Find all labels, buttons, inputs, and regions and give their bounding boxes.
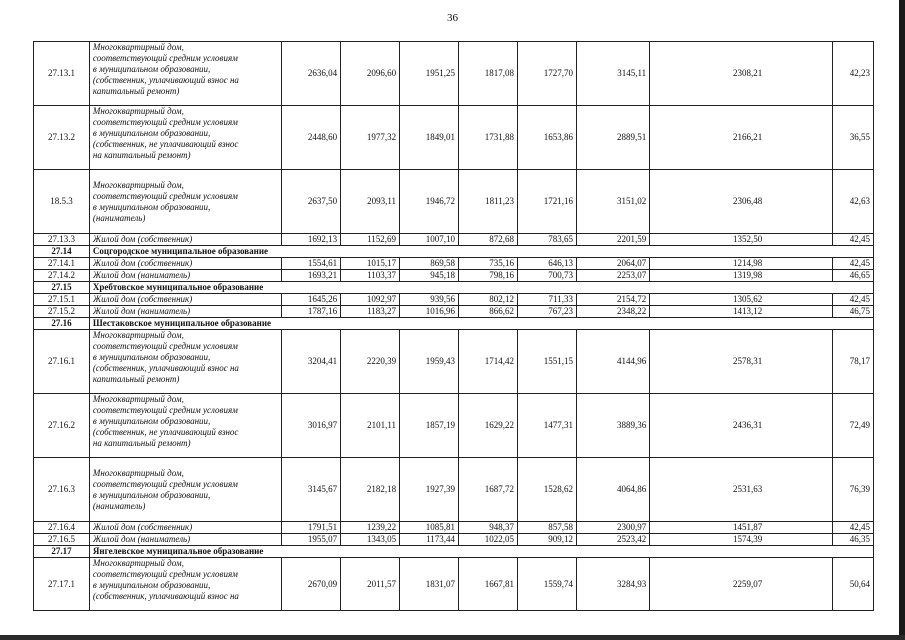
value-cell: 1959,43 <box>400 330 459 394</box>
table-row <box>34 170 874 234</box>
row-code: 27.16.1 <box>34 330 90 394</box>
description-line: соответствующий средним условиям <box>92 190 238 201</box>
value-cell: 2011,57 <box>341 558 400 611</box>
value-cell: 857,58 <box>518 522 577 534</box>
value-cell: 1692,13 <box>282 234 341 246</box>
value-cell: 1687,72 <box>459 458 518 522</box>
value-cell: 2253,07 <box>576 270 649 282</box>
value-cell: 1946,72 <box>400 170 459 234</box>
scan-edge-bottom <box>0 635 905 640</box>
value-cell: 1214,98 <box>650 258 833 270</box>
description-line: Жилой дом (наниматель) <box>92 306 191 316</box>
value-cell: 2300,97 <box>576 522 649 534</box>
value-cell: 76,39 <box>833 458 874 522</box>
section-row <box>34 282 874 294</box>
value-cell: 4144,96 <box>576 330 649 394</box>
value-cell: 3016,97 <box>282 394 341 458</box>
value-cell: 46,35 <box>833 534 874 546</box>
value-cell: 1239,22 <box>341 522 400 534</box>
description-line: в муниципальном образовании, <box>92 580 211 590</box>
value-cell: 1645,26 <box>282 294 341 306</box>
row-code: 27.16.3 <box>34 458 90 522</box>
description-line: Многоквартирный дом, <box>92 42 184 52</box>
row-code: 27.13.1 <box>34 42 90 106</box>
value-cell: 1727,70 <box>518 42 577 106</box>
scan-edge-right <box>899 0 905 640</box>
value-cell: 2220,39 <box>341 330 400 394</box>
value-cell: 1574,39 <box>650 534 833 546</box>
value-cell: 711,33 <box>518 294 577 306</box>
description-line: Жилой дом (наниматель) <box>92 534 191 544</box>
value-cell: 798,16 <box>459 270 518 282</box>
value-cell: 2306,48 <box>650 170 833 234</box>
value-cell: 2259,07 <box>650 558 833 611</box>
row-description <box>89 458 281 522</box>
description-line: (собственник, уплачивающий взнос на <box>92 591 239 601</box>
value-cell: 1451,87 <box>650 522 833 534</box>
description-line: (собственник, не уплачивающий взнос <box>92 139 239 149</box>
row-code: 27.16.5 <box>34 534 90 546</box>
value-cell: 42,23 <box>833 42 874 106</box>
row-code: 27.16 <box>34 318 90 330</box>
description-line: соответствующий средним условиям <box>92 117 238 127</box>
value-cell: 1714,42 <box>459 330 518 394</box>
value-cell: 1927,39 <box>400 458 459 522</box>
description-line: в муниципальном образовании, <box>92 64 211 74</box>
value-cell: 3204,41 <box>282 330 341 394</box>
value-cell: 1092,97 <box>341 294 400 306</box>
value-cell: 1085,81 <box>400 522 459 534</box>
description-line: Многоквартирный дом, <box>92 330 184 340</box>
value-cell: 3145,11 <box>576 42 649 106</box>
value-cell: 2166,21 <box>650 106 833 170</box>
value-cell: 3145,67 <box>282 458 341 522</box>
value-cell: 50,64 <box>833 558 874 611</box>
row-description <box>89 294 281 306</box>
description-line: капитальный ремонт) <box>92 86 180 96</box>
description-line: (собственник, уплачивающий взнос на <box>92 75 239 85</box>
section-title: Соцгородское муниципальное образование <box>89 246 873 258</box>
description-line: соответствующий средним условиям <box>92 405 238 415</box>
description-line: Многоквартирный дом, <box>92 467 184 478</box>
table-row <box>34 558 874 611</box>
table-row <box>34 306 874 318</box>
value-cell: 2201,59 <box>576 234 649 246</box>
description-line: в муниципальном образовании, <box>92 489 211 500</box>
value-cell: 4064,86 <box>576 458 649 522</box>
value-cell: 2448,60 <box>282 106 341 170</box>
value-cell: 1103,37 <box>341 270 400 282</box>
description-line: Жилой дом (наниматель) <box>92 270 191 280</box>
value-cell: 1629,22 <box>459 394 518 458</box>
table-row <box>34 294 874 306</box>
section-row <box>34 246 874 258</box>
value-cell: 1849,01 <box>400 106 459 170</box>
value-cell: 1528,62 <box>518 458 577 522</box>
description-line: капитальный ремонт) <box>92 374 180 384</box>
value-cell: 646,13 <box>518 258 577 270</box>
row-description <box>89 106 281 170</box>
row-description <box>89 534 281 546</box>
description-line: соответствующий средним условиям <box>92 569 238 579</box>
value-cell: 42,45 <box>833 258 874 270</box>
description-line: Многоквартирный дом, <box>92 179 184 190</box>
value-cell: 78,17 <box>833 330 874 394</box>
value-cell: 1022,05 <box>459 534 518 546</box>
value-cell: 36,55 <box>833 106 874 170</box>
value-cell: 1787,16 <box>282 306 341 318</box>
value-cell: 735,16 <box>459 258 518 270</box>
value-cell: 42,45 <box>833 522 874 534</box>
description-line: Многоквартирный дом, <box>92 558 184 568</box>
description-line: соответствующий средним условиям <box>92 53 238 63</box>
value-cell: 945,18 <box>400 270 459 282</box>
description-line: (собственник, уплачивающий взнос на <box>92 363 239 373</box>
value-cell: 2531,63 <box>650 458 833 522</box>
row-code: 27.15 <box>34 282 90 294</box>
description-line: в муниципальном образовании, <box>92 352 211 362</box>
description-line: Жилой дом (собственник) <box>92 258 193 268</box>
value-cell: 2101,11 <box>341 394 400 458</box>
row-code: 27.17 <box>34 546 90 558</box>
row-description <box>89 42 281 106</box>
row-code: 27.17.1 <box>34 558 90 611</box>
description-line: Многоквартирный дом, <box>92 394 184 404</box>
value-cell: 1951,25 <box>400 42 459 106</box>
description-line: (наниматель) <box>92 212 146 223</box>
value-cell: 2308,21 <box>650 42 833 106</box>
value-cell: 1352,50 <box>650 234 833 246</box>
table-row <box>34 330 874 394</box>
value-cell: 783,65 <box>518 234 577 246</box>
description-line: Жилой дом (собственник) <box>92 234 193 244</box>
value-cell: 1791,51 <box>282 522 341 534</box>
row-description <box>89 522 281 534</box>
row-code: 27.14 <box>34 246 90 258</box>
description-line: (собственник, не уплачивающий взнос <box>92 427 239 437</box>
value-cell: 1811,23 <box>459 170 518 234</box>
table-row <box>34 258 874 270</box>
value-cell: 1173,44 <box>400 534 459 546</box>
description-line: Многоквартирный дом, <box>92 106 184 116</box>
description-line: (наниматель) <box>92 500 146 511</box>
value-cell: 1667,81 <box>459 558 518 611</box>
value-cell: 1551,15 <box>518 330 577 394</box>
value-cell: 1857,19 <box>400 394 459 458</box>
row-code: 27.14.1 <box>34 258 90 270</box>
section-row <box>34 318 874 330</box>
description-line: соответствующий средним условиям <box>92 341 238 351</box>
description-line: Жилой дом (собственник) <box>92 522 193 532</box>
table-row <box>34 106 874 170</box>
value-cell: 1016,96 <box>400 306 459 318</box>
value-cell: 1817,08 <box>459 42 518 106</box>
value-cell: 1721,16 <box>518 170 577 234</box>
table-row <box>34 234 874 246</box>
value-cell: 939,56 <box>400 294 459 306</box>
row-description <box>89 258 281 270</box>
value-cell: 2096,60 <box>341 42 400 106</box>
value-cell: 2093,11 <box>341 170 400 234</box>
description-line: соответствующий средним условиям <box>92 478 238 489</box>
value-cell: 1413,12 <box>650 306 833 318</box>
row-code: 27.16.2 <box>34 394 90 458</box>
row-code: 27.13.2 <box>34 106 90 170</box>
value-cell: 1305,62 <box>650 294 833 306</box>
value-cell: 2889,51 <box>576 106 649 170</box>
value-cell: 2637,50 <box>282 170 341 234</box>
value-cell: 2436,31 <box>650 394 833 458</box>
value-cell: 46,75 <box>833 306 874 318</box>
value-cell: 869,58 <box>400 258 459 270</box>
value-cell: 1477,31 <box>518 394 577 458</box>
value-cell: 3151,02 <box>576 170 649 234</box>
table-body <box>34 42 874 611</box>
row-code: 18.5.3 <box>34 170 90 234</box>
value-cell: 42,63 <box>833 170 874 234</box>
row-description <box>89 558 281 611</box>
table-row <box>34 522 874 534</box>
value-cell: 2670,09 <box>282 558 341 611</box>
value-cell: 909,12 <box>518 534 577 546</box>
row-description <box>89 394 281 458</box>
value-cell: 1554,61 <box>282 258 341 270</box>
value-cell: 2636,04 <box>282 42 341 106</box>
section-title: Хребтовское муниципальное образование <box>89 282 873 294</box>
value-cell: 866,62 <box>459 306 518 318</box>
value-cell: 3284,93 <box>576 558 649 611</box>
table-row <box>34 42 874 106</box>
value-cell: 2182,18 <box>341 458 400 522</box>
row-code: 27.15.2 <box>34 306 90 318</box>
value-cell: 72,49 <box>833 394 874 458</box>
section-row <box>34 546 874 558</box>
value-cell: 1731,88 <box>459 106 518 170</box>
row-description <box>89 306 281 318</box>
value-cell: 1343,05 <box>341 534 400 546</box>
value-cell: 2578,31 <box>650 330 833 394</box>
page-number: 36 <box>447 12 458 24</box>
description-line: на капитальный ремонт) <box>92 438 191 448</box>
value-cell: 2154,72 <box>576 294 649 306</box>
value-cell: 1152,69 <box>341 234 400 246</box>
value-cell: 948,37 <box>459 522 518 534</box>
value-cell: 42,45 <box>833 234 874 246</box>
description-line: в муниципальном образовании, <box>92 128 211 138</box>
row-description <box>89 170 281 234</box>
value-cell: 1977,32 <box>341 106 400 170</box>
row-code: 27.13.3 <box>34 234 90 246</box>
description-line: Жилой дом (собственник) <box>92 294 193 304</box>
row-code: 27.16.4 <box>34 522 90 534</box>
section-title: Шестаковское муниципальное образование <box>89 318 873 330</box>
description-line: на капитальный ремонт) <box>92 150 191 160</box>
value-cell: 1955,07 <box>282 534 341 546</box>
value-cell: 1693,21 <box>282 270 341 282</box>
description-line: в муниципальном образовании, <box>92 201 211 212</box>
description-line: в муниципальном образовании, <box>92 416 211 426</box>
table-row <box>34 270 874 282</box>
value-cell: 1559,74 <box>518 558 577 611</box>
value-cell: 1831,07 <box>400 558 459 611</box>
value-cell: 3889,36 <box>576 394 649 458</box>
value-cell: 42,45 <box>833 294 874 306</box>
section-title: Янгелевское муниципальное образование <box>89 546 873 558</box>
table-row <box>34 394 874 458</box>
value-cell: 1653,86 <box>518 106 577 170</box>
value-cell: 700,73 <box>518 270 577 282</box>
tariff-table <box>33 41 874 611</box>
row-description <box>89 234 281 246</box>
value-cell: 1007,10 <box>400 234 459 246</box>
value-cell: 2064,07 <box>576 258 649 270</box>
value-cell: 2348,22 <box>576 306 649 318</box>
value-cell: 1015,17 <box>341 258 400 270</box>
row-code: 27.15.1 <box>34 294 90 306</box>
row-code: 27.14.2 <box>34 270 90 282</box>
table-row <box>34 458 874 522</box>
value-cell: 802,12 <box>459 294 518 306</box>
value-cell: 767,23 <box>518 306 577 318</box>
value-cell: 2523,42 <box>576 534 649 546</box>
value-cell: 1319,98 <box>650 270 833 282</box>
row-description <box>89 270 281 282</box>
table-row <box>34 534 874 546</box>
value-cell: 1183,27 <box>341 306 400 318</box>
value-cell: 46,65 <box>833 270 874 282</box>
row-description <box>89 330 281 394</box>
value-cell: 872,68 <box>459 234 518 246</box>
